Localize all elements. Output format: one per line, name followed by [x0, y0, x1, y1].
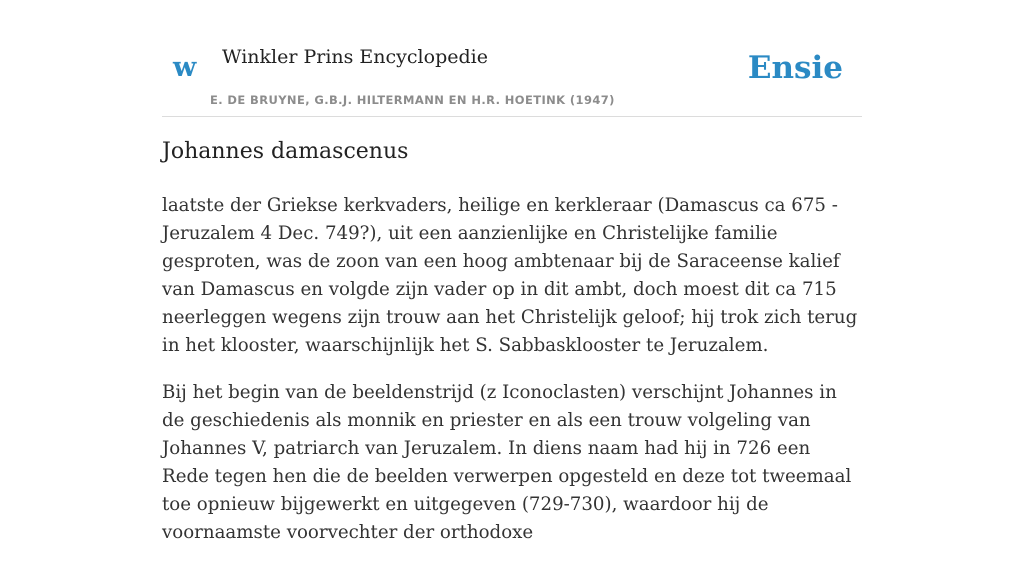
publication-authors: E. DE BRUYNE, G.B.J. HILTERMANN EN H.R. HOETINK (1947) — [210, 93, 615, 107]
article-body — [162, 192, 862, 566]
article-paragraph: Bij het begin van de beeldenstrijd (z Iconoclasten) verschijnt Johannes in de geschiedenis als monnik en priester en als een trouw volgeling van Johannes V, patriarch van Jeruzalem. In diens naam had hij in 726 een Rede tegen hen die de beelden verwerpen opgesteld en deze tot tweemaal toe opnieuw bijgewerkt en uitgegeven (729-730), waardoor hij de voornaamste voorvechter der orthodoxe — [162, 382, 852, 543]
ensie-logo[interactable]: Ensie — [747, 50, 843, 86]
site-header — [162, 36, 862, 117]
article-title: Johannes damascenus — [162, 139, 409, 164]
publication-title[interactable]: Winkler Prins Encyclopedie — [222, 46, 488, 68]
article-paragraph: laatste der Griekse kerkvaders, heilige en kerkleraar (Damascus ca 675 - Jeruzalem 4 Dec. 749?), uit een aanzienlijke en Christelijke familie gesproten, was de zoon van een hoog ambtenaar bij de Saraceense kalief van Damascus en volgde zijn vader op in dit ambt, doch moest dit ca 715 neerleggen wegens zijn trouw aan het Christelijk geloof; hij trok zich terug in het klooster, waarschijnlijk het S. Sabbasklooster te Jeruzalem. — [162, 195, 858, 356]
winkler-prins-logo[interactable]: w — [173, 52, 197, 83]
